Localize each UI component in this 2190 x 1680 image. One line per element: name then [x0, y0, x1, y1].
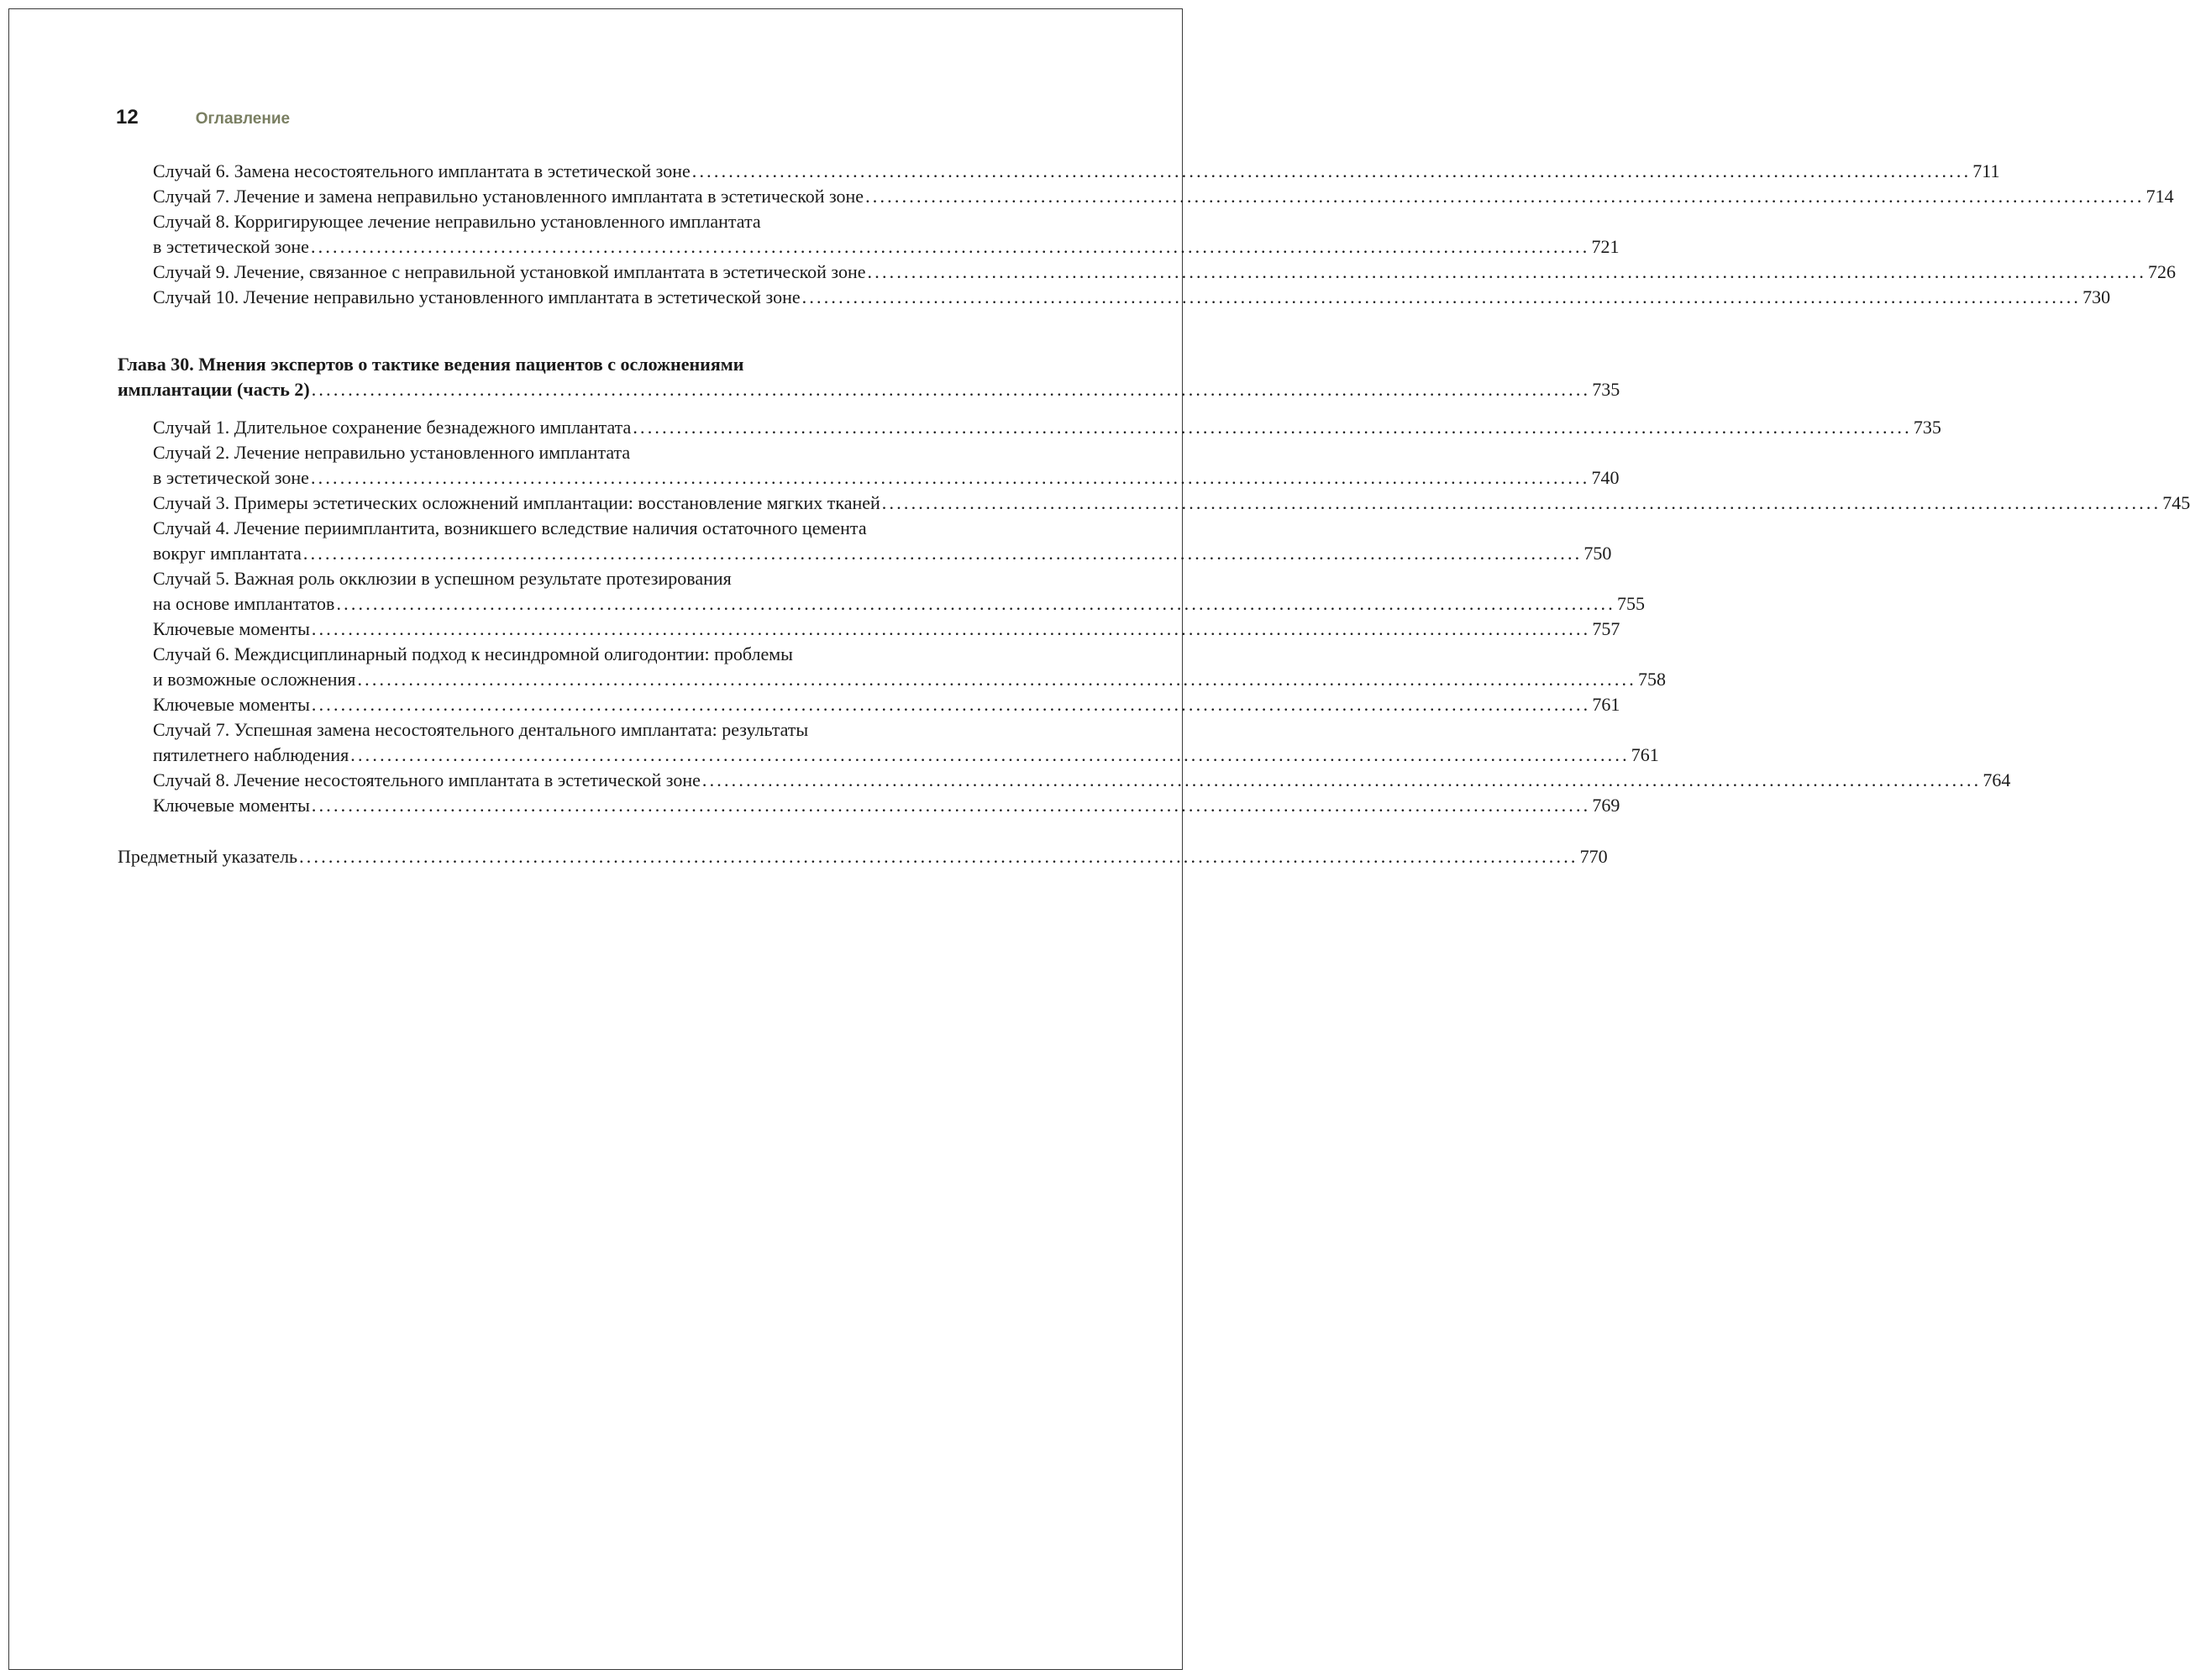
toc-entry-text: Случай 6. Междисциплинарный подход к несиндромной олигодонтии: проблемы [153, 643, 793, 664]
toc-page-number: 770 [1579, 846, 1608, 867]
toc-entry-text: Глава 30. Мнения экспертов о тактике ведения пациентов с осложнениями [118, 354, 744, 375]
toc-entry[interactable] [118, 184, 2174, 209]
toc-entry-final-line [153, 234, 1620, 260]
toc-chapter-30 [118, 352, 1620, 402]
toc-entry[interactable] [118, 516, 1612, 566]
toc-entry-text: пятилетнего наблюдения [153, 744, 349, 765]
toc-chapter-heading[interactable] [118, 352, 1620, 402]
section-title: Оглавление [195, 110, 291, 128]
toc-entry-text: Случай 7. Лечение и замена неправильно установленного имплантата в эстетической зоне [153, 186, 864, 207]
toc-entry-final-line [153, 768, 2011, 793]
dot-leader: ............................................................................................................................................................................... [310, 236, 1590, 257]
toc-entry-text: на основе имплантатов [153, 593, 335, 614]
toc-entry-text: Ключевые моменты [153, 694, 310, 715]
toc-page-number: 755 [1616, 593, 1645, 614]
toc-entry-final-line [153, 491, 2190, 516]
toc-index-entry[interactable] [118, 844, 1608, 869]
spacer [118, 818, 1092, 844]
dot-leader: ............................................................................................................................................................................... [701, 769, 1982, 790]
toc-entry-text: Случай 4. Лечение периимплантита, возникшего вследствие наличия остаточного цемента [153, 517, 867, 538]
toc-entry-final-line [153, 743, 1659, 768]
toc-entry[interactable] [118, 415, 1941, 440]
toc-entry[interactable] [118, 285, 2111, 310]
toc-entry-text: Случай 9. Лечение, связанное с неправильной установкой имплантата в эстетической зоне [153, 261, 866, 282]
toc-entry-final-line [153, 285, 2111, 310]
toc-page-number: 745 [2162, 492, 2190, 513]
toc-page-number: 758 [1637, 669, 1666, 690]
toc-index [118, 844, 1608, 869]
toc-page-number: 740 [1591, 467, 1620, 488]
dot-leader: ............................................................................................................................................................................... [311, 618, 1591, 639]
toc-entry[interactable] [118, 642, 1666, 692]
dot-leader: ............................................................................................................................................................................... [633, 417, 1912, 438]
toc-entry[interactable] [118, 260, 2177, 285]
dot-leader: ............................................................................................................................................................................... [299, 846, 1578, 867]
toc-entry[interactable] [118, 717, 1659, 768]
table-of-contents [118, 159, 2190, 869]
toc-entry-text: и возможные осложнения [153, 669, 356, 690]
dot-leader: ............................................................................................................................................................................... [310, 467, 1590, 488]
toc-entry-text: в эстетической зоне [153, 467, 309, 488]
toc-entry-text: Случай 5. Важная роль окклюзии в успешном результате протезирования [153, 568, 732, 589]
toc-entry-text: Случай 7. Успешная замена несостоятельного дентального имплантата: результаты [153, 719, 809, 740]
toc-page-number: 764 [1983, 769, 2011, 790]
toc-page-number: 757 [1592, 618, 1620, 639]
toc-page-number: 711 [1972, 160, 2000, 181]
toc-entry-final-line [153, 617, 1620, 642]
toc-entry-final-line [153, 793, 1620, 818]
toc-entry-text: Случай 8. Корригирующее лечение неправильно установленного имплантата [153, 211, 761, 232]
dot-leader: ............................................................................................................................................................................... [350, 744, 1630, 765]
dot-leader: ............................................................................................................................................................................... [801, 286, 2082, 307]
toc-entry[interactable] [118, 793, 1620, 818]
toc-page-number: 735 [1592, 379, 1620, 400]
toc-entry[interactable] [118, 440, 1620, 491]
running-head [116, 106, 290, 129]
toc-entry-final-line [153, 260, 2177, 285]
toc-entry-final-line [153, 159, 2000, 184]
dot-leader: ............................................................................................................................................................................... [865, 186, 2145, 207]
toc-entry-text: Случай 6. Замена несостоятельного имплантата в эстетической зоне [153, 160, 691, 181]
toc-page-number: 735 [1913, 417, 1941, 438]
dot-leader: ............................................................................................................................................................................... [691, 160, 1972, 181]
toc-page-number: 714 [2145, 186, 2174, 207]
toc-entry[interactable] [118, 692, 1620, 717]
toc-entry[interactable] [118, 491, 2190, 516]
toc-page-number: 730 [2082, 286, 2111, 307]
toc-page-number: 761 [1631, 744, 1659, 765]
toc-group-chapter-30-cases [118, 415, 2190, 818]
toc-entry-final-line [153, 184, 2174, 209]
toc-page-number: 769 [1592, 795, 1620, 816]
toc-entry-text: Случай 1. Длительное сохранение безнадежного имплантата [153, 417, 632, 438]
toc-entry-text: вокруг имплантата [153, 543, 302, 564]
toc-entry[interactable] [118, 617, 1620, 642]
dot-leader: ............................................................................................................................................................................... [311, 795, 1591, 816]
toc-entry-final-line [153, 667, 1666, 692]
page-number: 12 [116, 106, 139, 129]
toc-entry-text: имплантации (часть 2) [118, 379, 310, 400]
spacer [118, 402, 1092, 415]
dot-leader: ............................................................................................................................................................................... [302, 543, 1583, 564]
toc-entry-text: Случай 2. Лечение неправильно установленного имплантата [153, 442, 631, 463]
toc-page-number: 721 [1591, 236, 1620, 257]
toc-entry[interactable] [118, 566, 1645, 617]
toc-page-number: 726 [2148, 261, 2177, 282]
dot-leader: ............................................................................................................................................................................... [867, 261, 2147, 282]
toc-entry-final-line [153, 415, 1941, 440]
toc-entry-final-line [118, 377, 1620, 402]
toc-page-number: 761 [1592, 694, 1620, 715]
dot-leader: ............................................................................................................................................................................... [311, 379, 1591, 400]
toc-entry-text: Предметный указатель [118, 846, 298, 867]
toc-entry-text: Ключевые моменты [153, 618, 310, 639]
toc-entry-text: Случай 8. Лечение несостоятельного имплантата в эстетической зоне [153, 769, 701, 790]
toc-entry[interactable] [118, 768, 2011, 793]
toc-entry-final-line [153, 692, 1620, 717]
spacer [118, 310, 1092, 352]
toc-entry-text: Случай 3. Примеры эстетических осложнений имплантации: восстановление мягких тканей [153, 492, 880, 513]
toc-entry[interactable] [118, 209, 1620, 260]
dot-leader: ............................................................................................................................................................................... [357, 669, 1636, 690]
dot-leader: ............................................................................................................................................................................... [881, 492, 2161, 513]
toc-entry-text: Случай 10. Лечение неправильно установленного имплантата в эстетической зоне [153, 286, 801, 307]
dot-leader: ............................................................................................................................................................................... [336, 593, 1615, 614]
toc-group-chapter-29-cases [118, 159, 2177, 310]
toc-entry-final-line [153, 591, 1645, 617]
dot-leader: ............................................................................................................................................................................... [311, 694, 1591, 715]
toc-entry-text: в эстетической зоне [153, 236, 309, 257]
toc-entry-final-line [153, 465, 1620, 491]
toc-page-number: 750 [1583, 543, 1612, 564]
toc-entry[interactable] [118, 159, 2000, 184]
toc-entry-final-line [118, 844, 1608, 869]
toc-entry-text: Ключевые моменты [153, 795, 310, 816]
toc-entry-final-line [153, 541, 1612, 566]
